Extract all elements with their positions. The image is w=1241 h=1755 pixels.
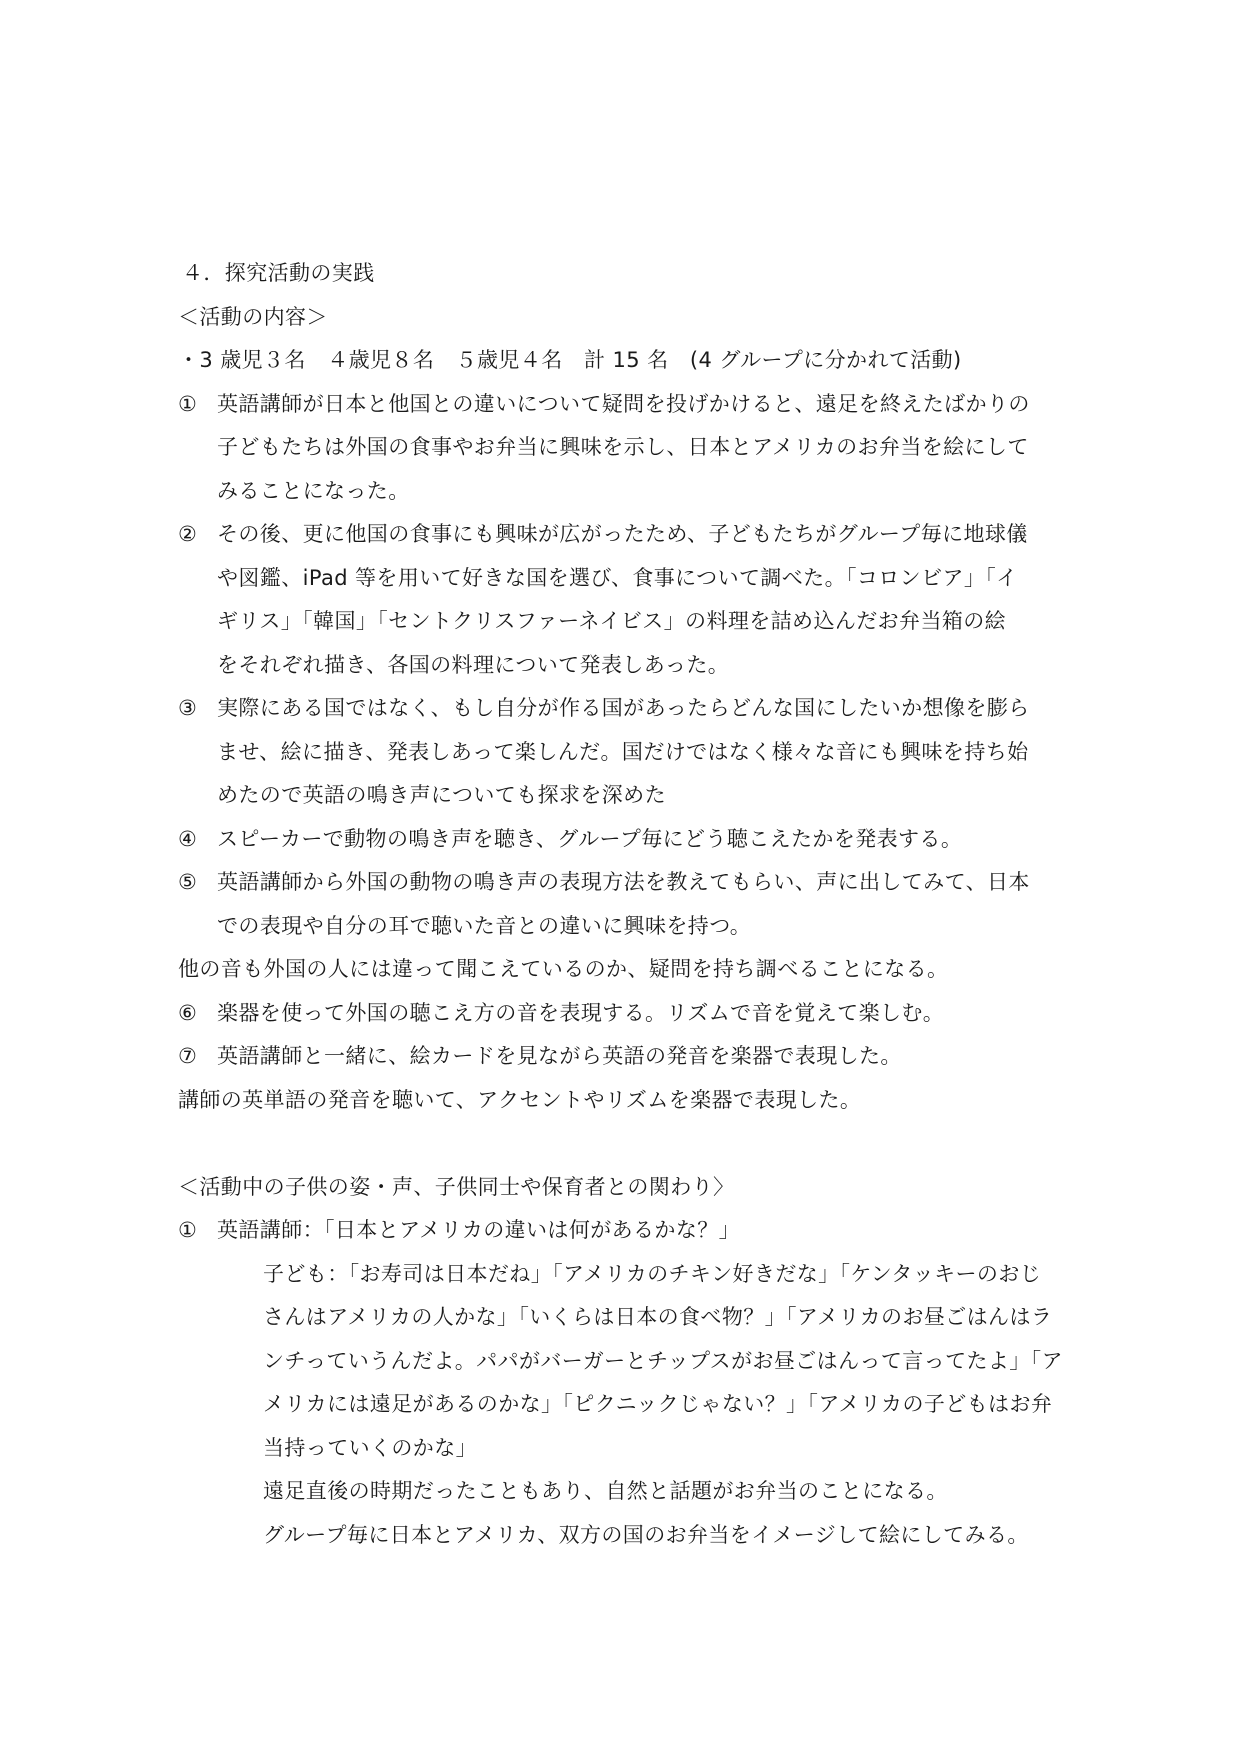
item-line: 実際にある国ではなく、もし自分が作る国があったらどんな国にしたいか想像を膨ら [217,696,1030,720]
participants-summary: ・3 歳児３名 ４歳児８名 ５歳児４名 計 15 名 (4 グループに分かれて活動) [178,348,962,372]
item-line: 英語講師と一緒に、絵カードを見ながら英語の発音を楽器で表現した。 [217,1044,902,1068]
dialogue-line: 子ども：「お寿司は日本だね」「アメリカのチキン好きだな」「ケンタッキーのおじ [263,1261,1042,1286]
item-number: ① [178,1218,198,1242]
section-title: ４．探究活動の実践 [182,261,375,285]
item-line: 英語講師：「日本とアメリカの違いは何があるかな？」 [217,1218,741,1242]
item-line: での表現や自分の耳で聴いた音との違いに興味を持つ。 [217,913,752,938]
dialogue-line: メリカには遠足があるのかな」「ピクニックじゃない？」「アメリカの子どもはお弁 [263,1392,1053,1416]
children-section-heading: ＜活動中の子供の姿・声、子供同士や保育者との関わり〉 [178,1174,735,1199]
activity-item-1 [178,383,1078,514]
item-line: ギリス」「韓国」「セントクリスファーネイビス」の料理を詰め込んだお弁当箱の絵 [217,609,1007,633]
note-paragraph: 講師の英単語の発音を聴いて、アクセントやリズムを楽器で表現した。 [178,1087,862,1112]
item-number: ③ [178,696,198,720]
activity-item-4 [178,818,1078,862]
blank-line [178,1122,1078,1166]
dialogue-line: グループ毎に日本とアメリカ、双方の国のお弁当をイメージして絵にしてみる。 [263,1522,1029,1547]
item-line: スピーカーで動物の鳴き声を聴き、グループ毎にどう聴こえたかを発表する。 [217,826,963,851]
activity-item-5 [178,861,1078,948]
document-body [178,252,1078,1557]
dialogue-line: さんはアメリカの人かな」「いくらは日本の食べ物？」「アメリカのお昼ごはんはラ [263,1305,1053,1329]
item-number: ⑤ [178,870,198,894]
item-line: ませ、絵に描き、発表しあって楽しんだ。国だけではなく様々な音にも興味を持ち始 [217,739,1029,764]
activity-item-6 [178,992,1078,1036]
item-number: ② [178,522,198,546]
children-item-1 [178,1209,1078,1557]
item-line: その後、更に他国の食事にも興味が広がったため、子どもたちがグループ毎に地球儀 [217,522,1028,546]
item-line: や図鑑、iPad 等を用いて好きな国を選び、食事について調べた。「コロンビア」「イ [217,565,1018,590]
activity-item-3 [178,687,1078,818]
dialogue-line: 当持っていくのかな」 [263,1435,477,1460]
item-line: 楽器を使って外国の聴こえ方の音を表現する。リズムで音を覚えて楽しむ。 [217,1000,945,1025]
item-line: 子どもたちは外国の食事やお弁当に興味を示し、日本とアメリカのお弁当を絵にして [217,435,1029,459]
item-line: みることになった。 [217,478,410,503]
dialogue-line: ンチっていうんだよ。パパがバーガーとチップスがお昼ごはんって言ってたよ」「ア [263,1348,1063,1373]
note-paragraph: 他の音も外国の人には違って聞こえているのか、疑問を持ち調べることになる。 [178,957,949,981]
item-number: ① [178,391,198,416]
item-line: 英語講師から外国の動物の鳴き声の表現方法を教えてもらい、声に出してみて、日本 [217,870,1030,894]
dialogue-block [217,1253,1078,1558]
activity-content-heading: ＜活動の内容＞ [178,304,328,329]
item-line: 英語講師が日本と他国との違いについて疑問を投げかけると、遠足を終えたばかりの [217,391,1030,416]
item-number: ④ [178,826,198,851]
item-line: をそれぞれ描き、各国の料理について発表しあった。 [217,652,730,677]
item-number: ⑦ [178,1044,198,1068]
item-line: めたので英語の鳴き声についても探求を深めた [217,783,666,807]
item-number: ⑥ [178,1000,198,1025]
activity-item-7 [178,1035,1078,1079]
dialogue-line: 遠足直後の時期だったこともあり、自然と話題がお弁当のことになる。 [263,1479,948,1503]
activity-item-2 [178,513,1078,687]
